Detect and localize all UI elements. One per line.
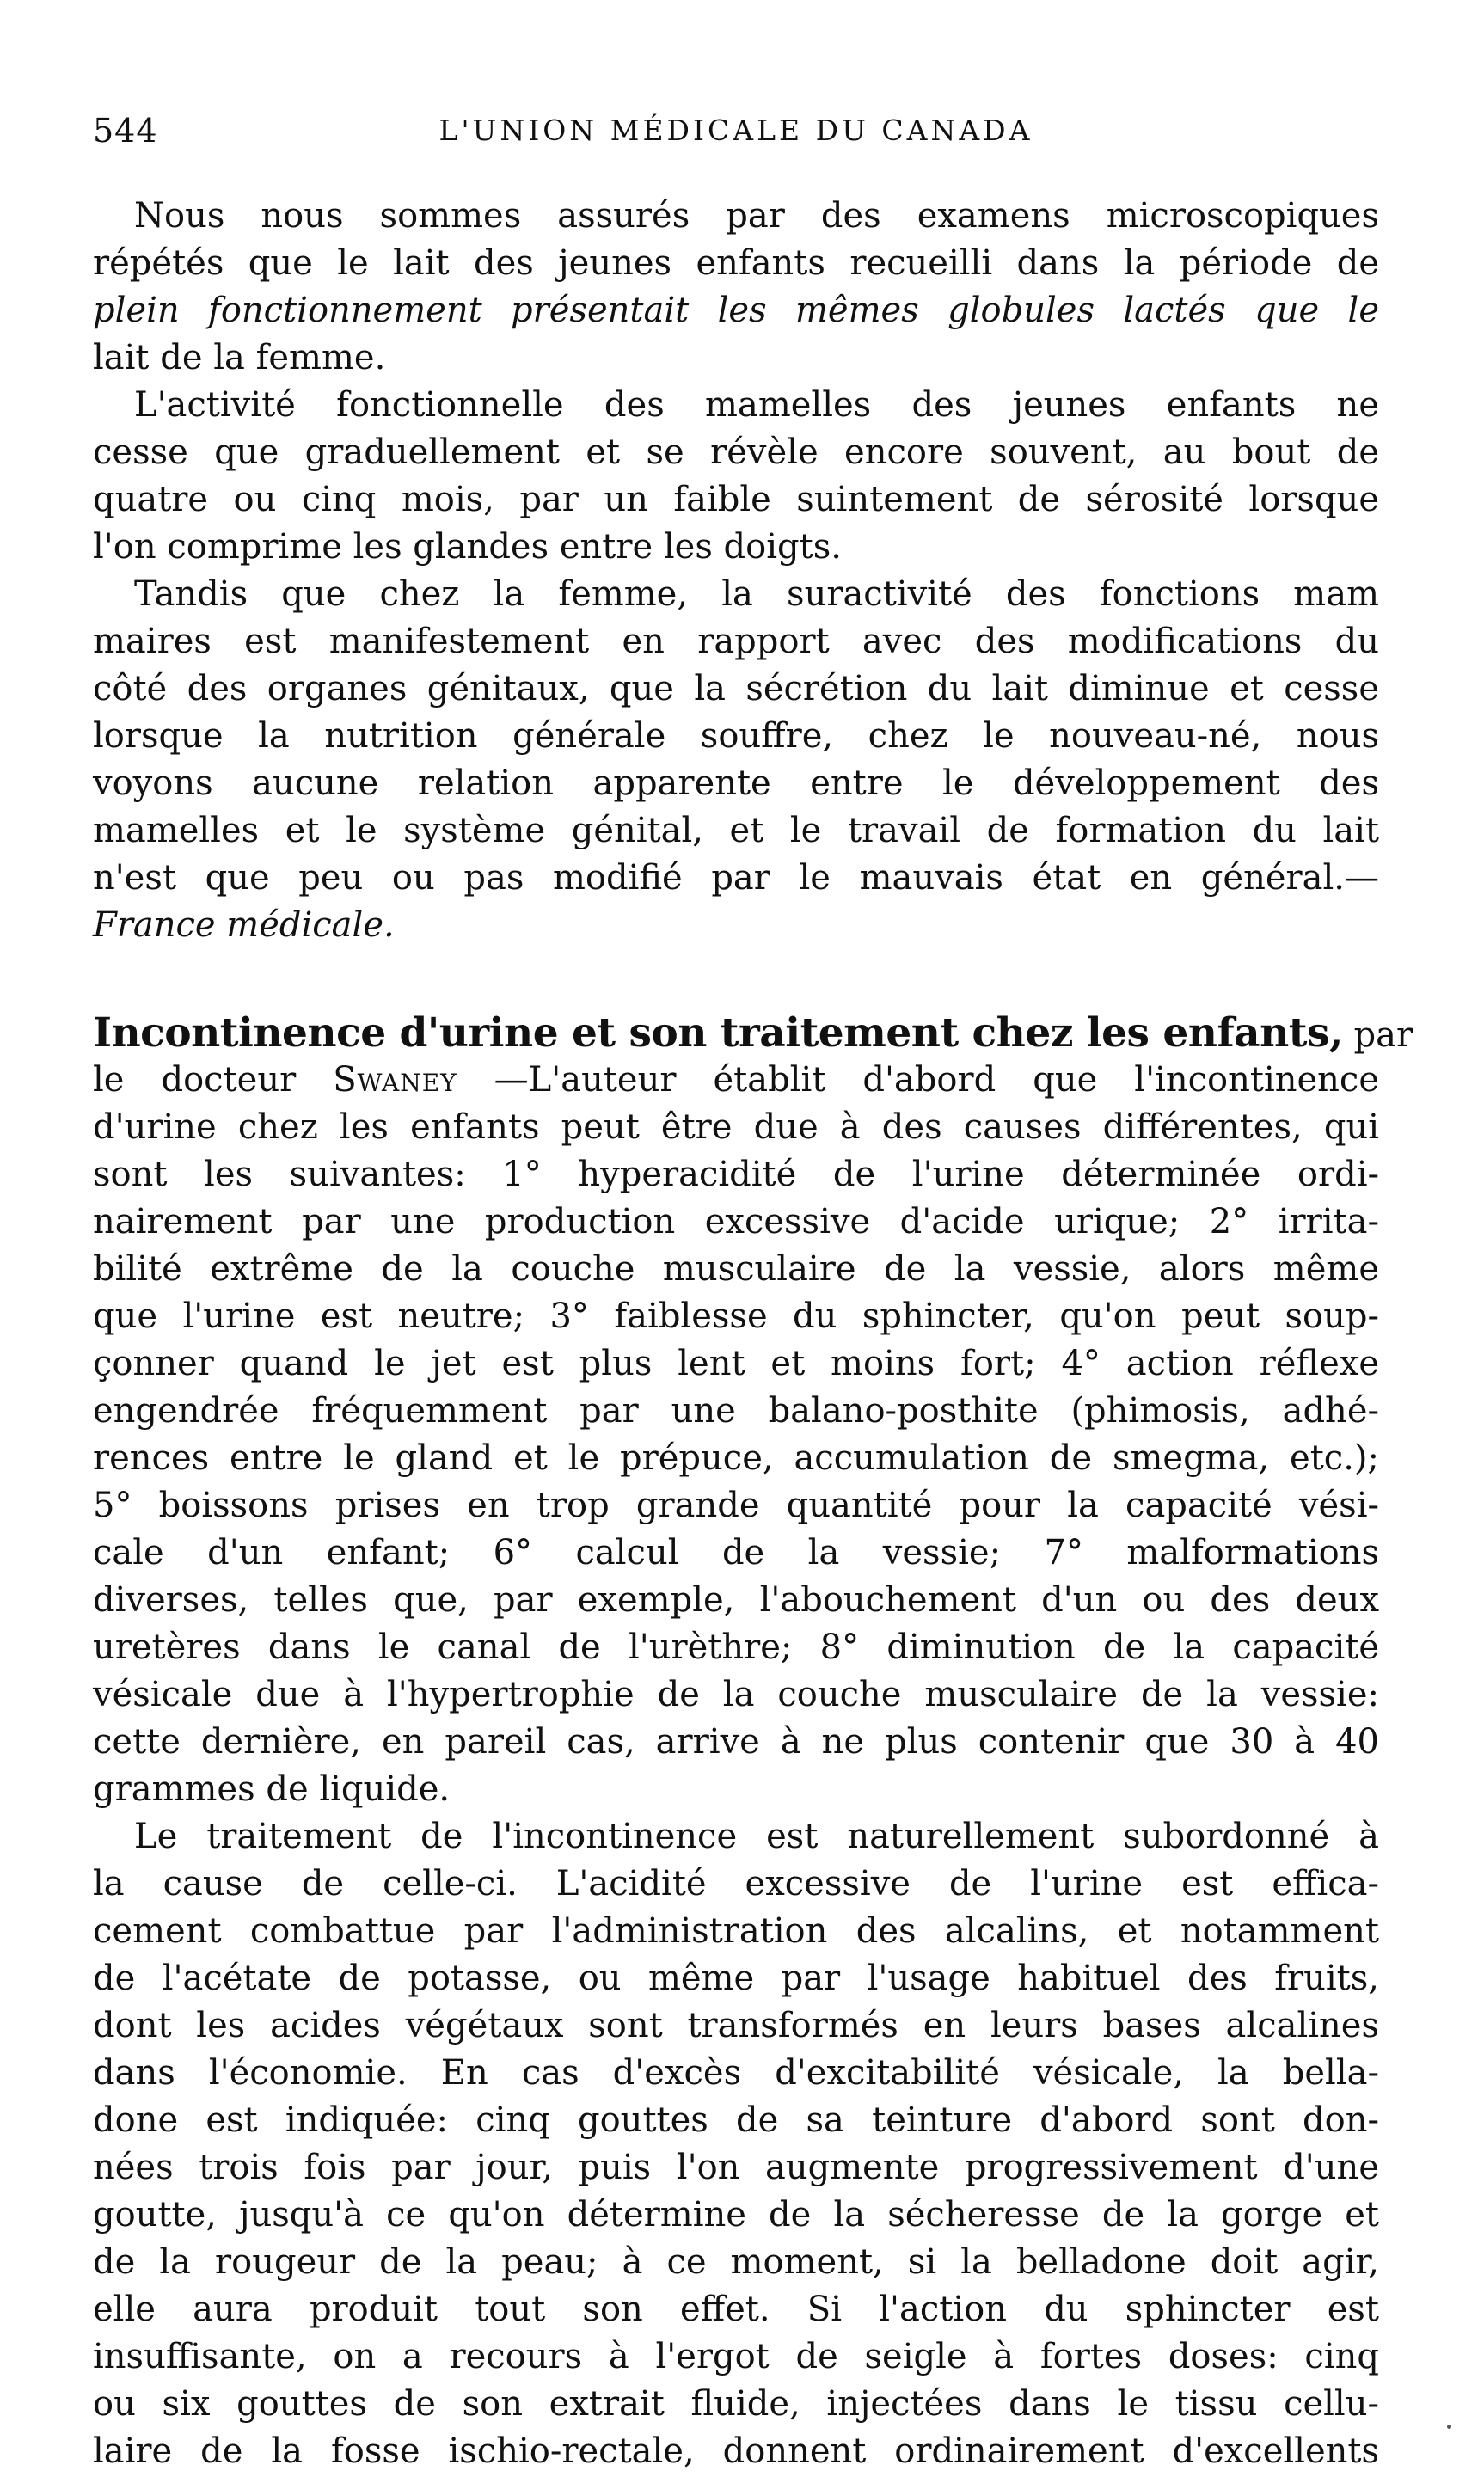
author-prefix: le docteur <box>93 1060 334 1100</box>
section-gap <box>93 949 1379 1009</box>
text-line: sont les suivantes: 1° hyperacidité de l'urine déterminée ordi- <box>93 1155 1379 1194</box>
text-line: çonner quand le jet est plus lent et moins fort; 4° action réflexe <box>93 1344 1379 1383</box>
page-number: 544 <box>93 112 158 150</box>
print-speck <box>1447 2425 1451 2429</box>
text-line: lait de la femme. <box>93 338 386 377</box>
text-line: Le traitement de l'incontinence est naturellement subordonné à <box>134 1817 1379 1856</box>
text-line: de la rougeur de la peau; à ce moment, si la belladone doit agir, <box>93 2242 1379 2282</box>
text-line: répétés que le lait des jeunes enfants recueilli dans la période de <box>93 243 1379 283</box>
page-header <box>93 112 1379 163</box>
text-line: done est indiquée: cinq gouttes de sa teinture d'abord sont don- <box>93 2100 1379 2140</box>
text-line: plein fonctionnement présentait les mêmes globules lactés que le <box>93 291 1379 330</box>
text-line: laire de la fosse ischio-rectale, donnent ordinairement d'excellents <box>93 2431 1379 2471</box>
text-line: cale d'un enfant; 6° calcul de la vessie; 7° malformations <box>93 1533 1379 1573</box>
paragraph-1 <box>93 193 1379 382</box>
text-line: uretères dans le canal de l'urèthre; 8° diminution de la capacité <box>93 1628 1379 1667</box>
text-line: engendrée fréquemment par une balano-posthite (phimosis, adhé- <box>93 1391 1379 1431</box>
text-line: nairement par une production excessive d'acide urique; 2° irrita- <box>93 1202 1379 1242</box>
paragraph-2 <box>93 382 1379 571</box>
paragraph-5 <box>93 1813 1379 2475</box>
text-line: dans l'économie. En cas d'excès d'excitabilité vésicale, la bella- <box>93 2053 1379 2093</box>
body-text <box>93 193 1413 2475</box>
text-line: vésicale due à l'hypertrophie de la couche musculaire de la vessie: <box>93 1675 1379 1714</box>
text-line: ou six gouttes de son extrait fluide, injectées dans le tissu cellu- <box>93 2384 1379 2424</box>
text-line <box>93 1009 1413 1057</box>
source-citation: France médicale. <box>93 905 395 945</box>
paragraph-4 <box>93 1009 1413 1813</box>
text-line: cement combattue par l'administration des alcalins, et notamment <box>93 1911 1379 1951</box>
text-line: voyons aucune relation apparente entre le développement des <box>93 763 1379 803</box>
text-line: n'est que peu ou pas modifié par le mauvais état en général.— <box>93 858 1379 898</box>
text-line: L'activité fonctionnelle des mamelles des jeunes enfants ne <box>134 385 1379 425</box>
text-line: mamelles et le système génital, et le travail de formation du lait <box>93 811 1379 850</box>
text-line: la cause de celle-ci. L'acidité excessive de l'urine est effica- <box>93 1864 1379 1904</box>
text-line: lorsque la nutrition générale souffre, chez le nouveau-né, nous <box>93 716 1379 756</box>
text-line: 5° boissons prises en trop grande quantité pour la capacité vési- <box>93 1486 1379 1525</box>
text-line: insuffisante, on a recours à l'ergot de seigle à fortes doses: cinq <box>93 2337 1379 2376</box>
text-line: de l'acétate de potasse, ou même par l'usage habituel des fruits, <box>93 1959 1379 1998</box>
running-title: L'UNION MÉDICALE DU CANADA <box>438 113 1033 147</box>
text-line: maires est manifestement en rapport avec des modifications du <box>93 622 1379 661</box>
text-line: diverses, telles que, par exemple, l'abouchement d'un ou des deux <box>93 1580 1379 1620</box>
text-line: bilité extrême de la couche musculaire de la vessie, alors même <box>93 1249 1379 1289</box>
text-line: l'on comprime les glandes entre les doigts. <box>93 527 842 567</box>
text-line: que l'urine est neutre; 3° faiblesse du sphincter, qu'on peut soup- <box>93 1297 1379 1336</box>
text-line: nées trois fois par jour, puis l'on augmente progressivement d'une <box>93 2148 1379 2187</box>
text-run: —L'auteur établit d'abord que l'incontinence <box>457 1060 1379 1100</box>
text-line: d'urine chez les enfants peut être due à des causes différentes, qui <box>93 1107 1379 1147</box>
text-line: dont les acides végétaux sont transformés en leurs bases alcalines <box>93 2006 1379 2045</box>
text-line: cesse que graduellement et se révèle encore souvent, au bout de <box>93 432 1379 472</box>
heading-tail: par <box>1342 1015 1413 1055</box>
text-line <box>93 1057 1379 1104</box>
text-line: Nous nous sommes assurés par des examens microscopiques <box>134 196 1379 236</box>
text-line: grammes de liquide. <box>93 1769 451 1809</box>
text-line: cette dernière, en pareil cas, arrive à ne plus contenir que 30 à 40 <box>93 1722 1379 1762</box>
text-line: côté des organes génitaux, que la sécrétion du lait diminue et cesse <box>93 669 1379 708</box>
text-line: elle aura produit tout son effet. Si l'action du sphincter est <box>93 2290 1379 2329</box>
text-line: goutte, jusqu'à ce qu'on détermine de la sécheresse de la gorge et <box>93 2195 1379 2235</box>
text-line: quatre ou cinq mois, par un faible suintement de sérosité lorsque <box>93 480 1379 519</box>
paragraph-3 <box>93 571 1379 949</box>
text-line: Tandis que chez la femme, la suractivité des fonctions mam <box>134 574 1379 614</box>
section-heading: Incontinence d'urine et son traitement chez les enfants, <box>93 1009 1343 1057</box>
author-name: Swaney <box>333 1060 457 1100</box>
text-line: rences entre le gland et le prépuce, accumulation de smegma, etc.); <box>93 1438 1379 1478</box>
